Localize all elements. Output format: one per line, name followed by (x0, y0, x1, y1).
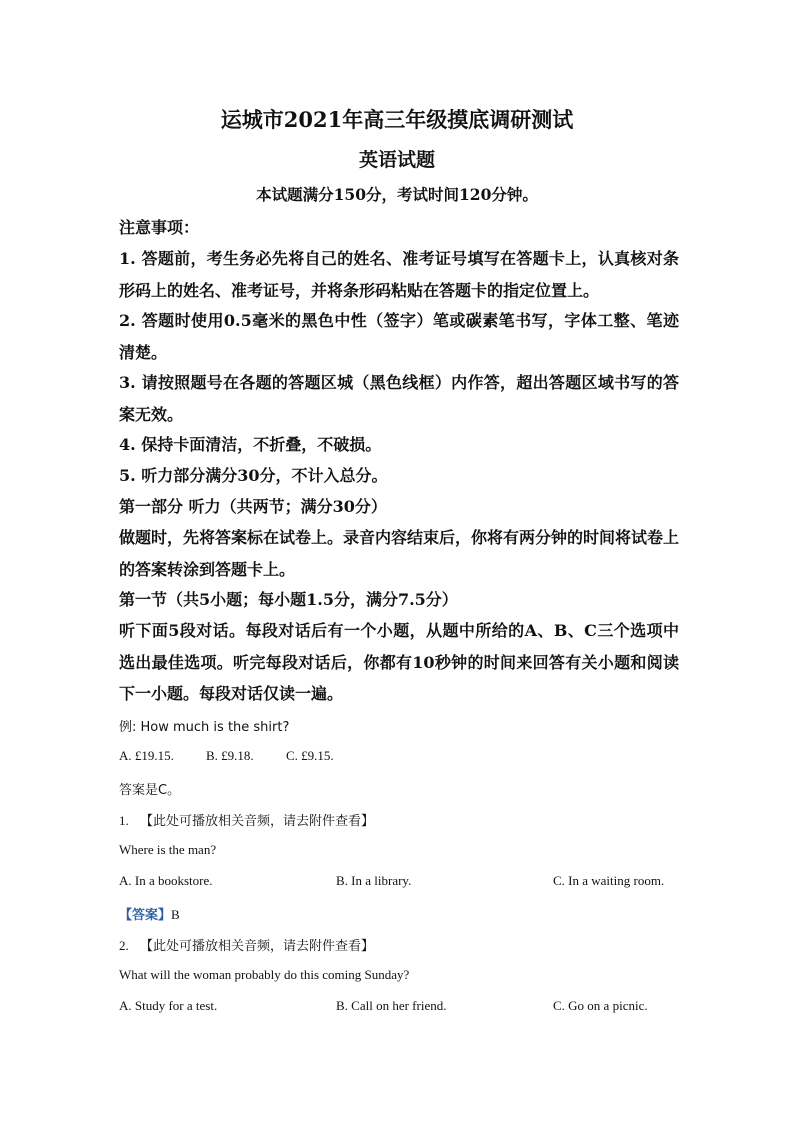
example-option-b: B. £9.18. (206, 748, 254, 763)
audio-note: 【此处可播放相关音频，请去附件查看】 (140, 814, 375, 829)
exam-title: 运城市2021年高三年级摸底调研测试 (220, 107, 574, 132)
question-1-text: Where is the man? (119, 842, 217, 857)
question-2-option-c: C. Go on a picnic. (553, 998, 648, 1013)
part1-heading: 第一部分 听力（共两节；满分30分） (119, 497, 387, 516)
answer-label: 【答案】 (119, 908, 172, 923)
subject-title: 英语试题 (358, 149, 435, 171)
question-1-answer (119, 904, 180, 923)
question-1-option-a: A. In a bookstore. (119, 873, 213, 888)
example-answer: 答案是C。 (119, 783, 181, 798)
example-question: 例: How much is the shirt? (119, 720, 290, 735)
question-2-text: What will the woman probably do this coming Sunday? (119, 967, 410, 982)
note-item-2: 2. 答题时使用0.5毫米的黑色中性（签字）笔或碳素笔书写，字体工整、笔迹清楚。 (119, 311, 679, 362)
question-2-option-b: B. Call on her friend. (336, 998, 447, 1013)
question-1-option-c: C. In a waiting room. (553, 873, 665, 888)
note-item-1: 1. 答题前，考生务必先将自己的姓名、准考证号填写在答题卡上，认真核对条形码上的姓名、准考证号，并将条形码粘贴在答题卡的指定位置上。 (119, 249, 679, 300)
question-1-header (119, 810, 374, 829)
example-option-a: A. £19.15. (119, 748, 174, 763)
note-item-4: 4. 保持卡面清洁，不折叠，不破损。 (119, 435, 382, 454)
section1-instruction: 听下面5段对话。每段对话后有一个小题，从题中所给的A、B、C三个选项中选出最佳选项。听完每段对话后，你都有10秒钟的时间来回答有关小题和阅读下一小题。每段对话仅读一遍。 (119, 621, 679, 703)
part1-instruction: 做题时，先将答案标在试卷上。录音内容结束后，你将有两分钟的时间将试卷上的答案转涂到答题卡上。 (119, 528, 680, 579)
audio-note: 【此处可播放相关音频，请去附件查看】 (140, 939, 375, 954)
question-2-option-a: A. Study for a test. (119, 998, 218, 1013)
example-option-c: C. £9.15. (286, 748, 334, 763)
question-number: 1. (119, 813, 129, 828)
answer-value: B (171, 907, 180, 922)
exam-info: 本试题满分150分，考试时间120分钟。 (256, 185, 538, 204)
note-item-5: 5. 听力部分满分30分，不计入总分。 (119, 466, 388, 485)
notes-heading: 注意事项： (119, 218, 200, 237)
question-number: 2. (119, 938, 129, 953)
note-item-3: 3. 请按照题号在各题的答题区城（黑色线框）内作答，超出答题区域书写的答案无效。 (119, 373, 679, 424)
section1-heading: 第一节（共5小题；每小题1.5分，满分7.5分） (119, 590, 458, 609)
question-1-option-b: B. In a library. (336, 873, 412, 888)
question-2-header (119, 935, 374, 954)
